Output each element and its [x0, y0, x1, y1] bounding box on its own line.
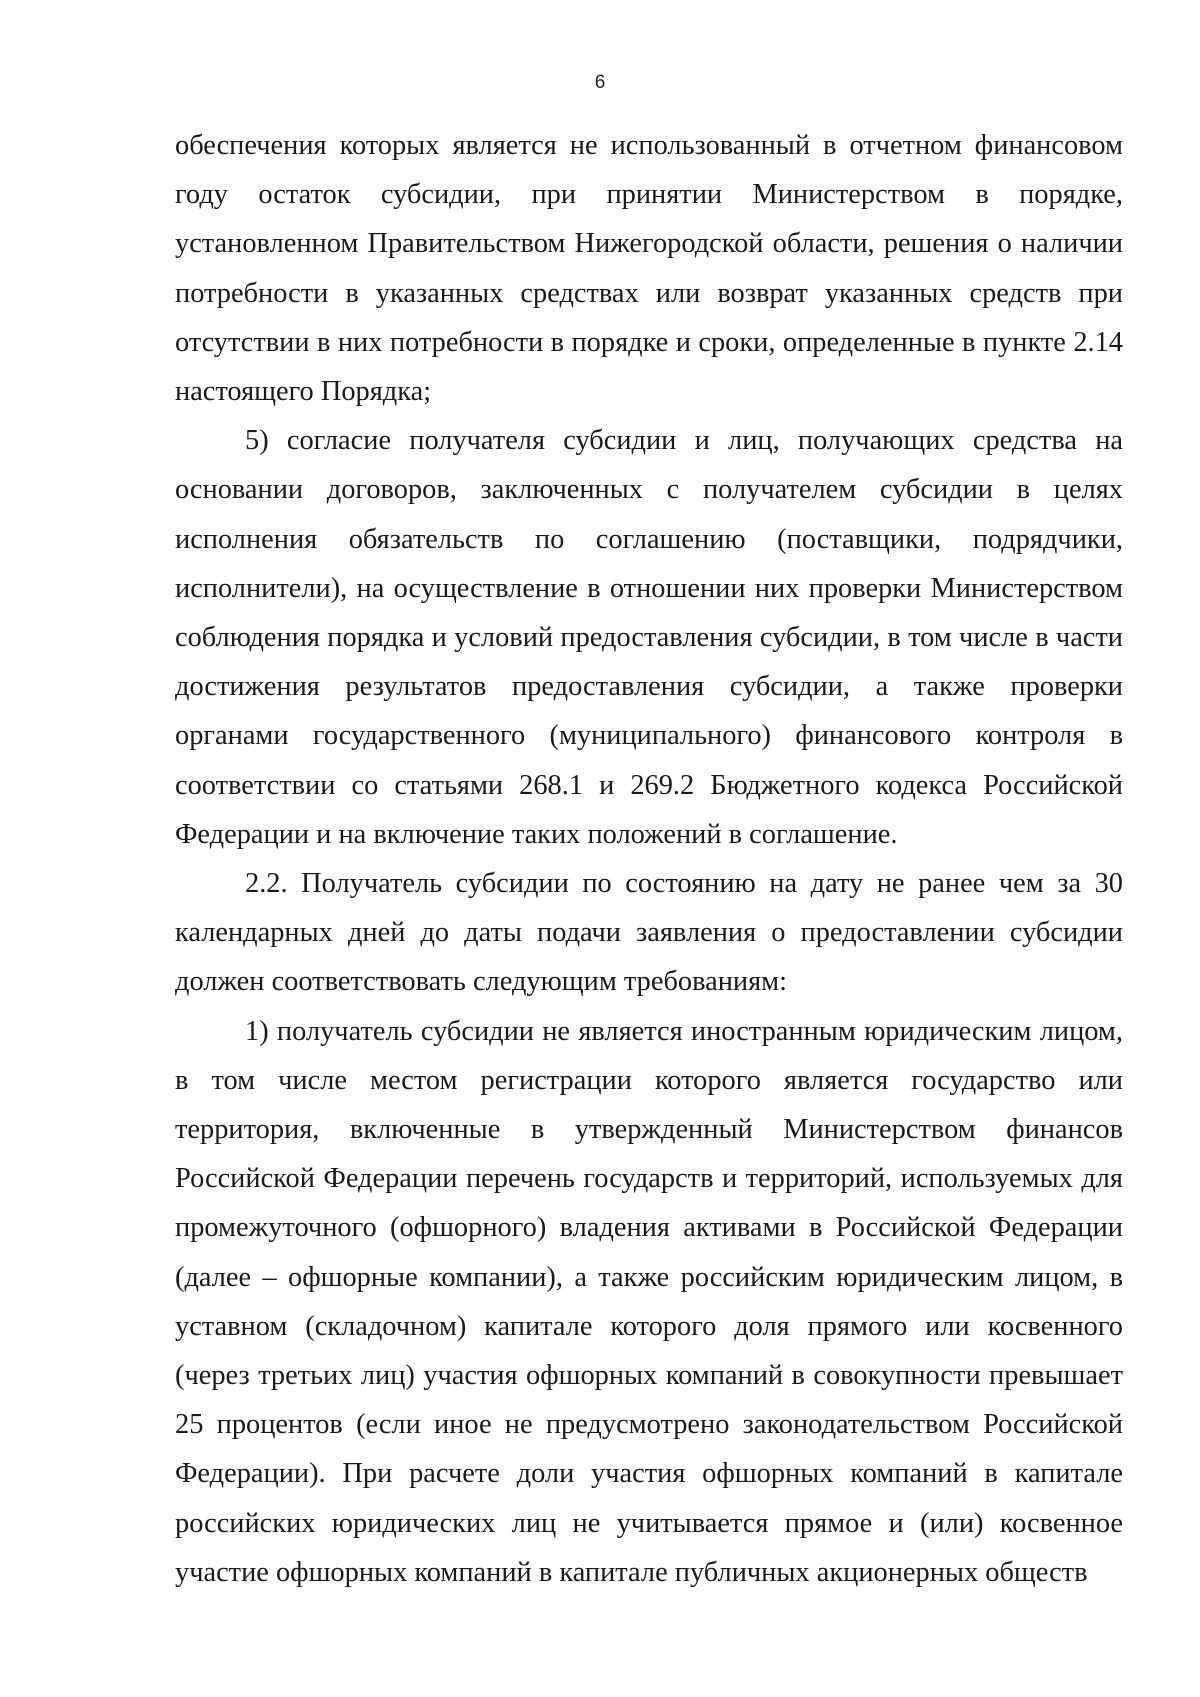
page-number: 6 — [594, 72, 606, 93]
paragraph-item-1-not-foreign: 1) получатель субсидии не является иностранным юридическим лицом, в том числе местом регистрации которого является государство или территория, включенные в утвержденный Министерством финансов Российской Федерации перечень государств и территорий, используемых для промежуточного (офшорного) владения активами в Российской Федерации (далее – офшорные компании), а также российским юридическим лицом, в уставном (складочном) капитале которого доля прямого или косвенного (через третьих лиц) участия офшорных компаний в совокупности превышает 25 процентов (если иное не предусмотрено законодательством Российской Федерации). При расчете доли участия офшорных компаний в капитале российских юридических лиц не учитывается прямое и (или) косвенное участие офшорных компаний в капитале публичных акционерных обществ — [175, 1015, 1123, 1588]
paragraph-item-5-consent: 5) согласие получателя субсидии и лиц, получающих средства на основании договоров, заключенных с получателем субсидии в целях исполнения обязательств по соглашению (поставщики, подрядчики, исполнители), на осуществление в отношении них проверки Министерством соблюдения порядка и условий предоставления субсидии, в том числе в части достижения результатов предоставления субсидии, а также проверки органами государственного (муниципального) финансового контроля в соответствии со статьями 268.1 и 269.2 Бюджетного кодекса Российской Федерации и на включение таких положений в соглашение. — [175, 425, 1123, 850]
paragraph-section-2-2: 2.2. Получатель субсидии по состоянию на дату не ранее чем за 30 календарных дней до даты подачи заявления о предоставлении субсидии должен соответствовать следующим требованиям: — [175, 868, 1123, 998]
paragraph-continuation: обеспечения которых является не использованный в отчетном финансовом году остаток субсидии, при принятии Министерством в порядке, установленном Правительством Нижегородской области, решения о наличии потребности в указанных средствах или возврат указанных средств при отсутствии в них потребности в порядке и сроки, определенные в пункте 2.14 настоящего Порядка; — [175, 130, 1123, 408]
document-body — [175, 121, 1123, 1597]
